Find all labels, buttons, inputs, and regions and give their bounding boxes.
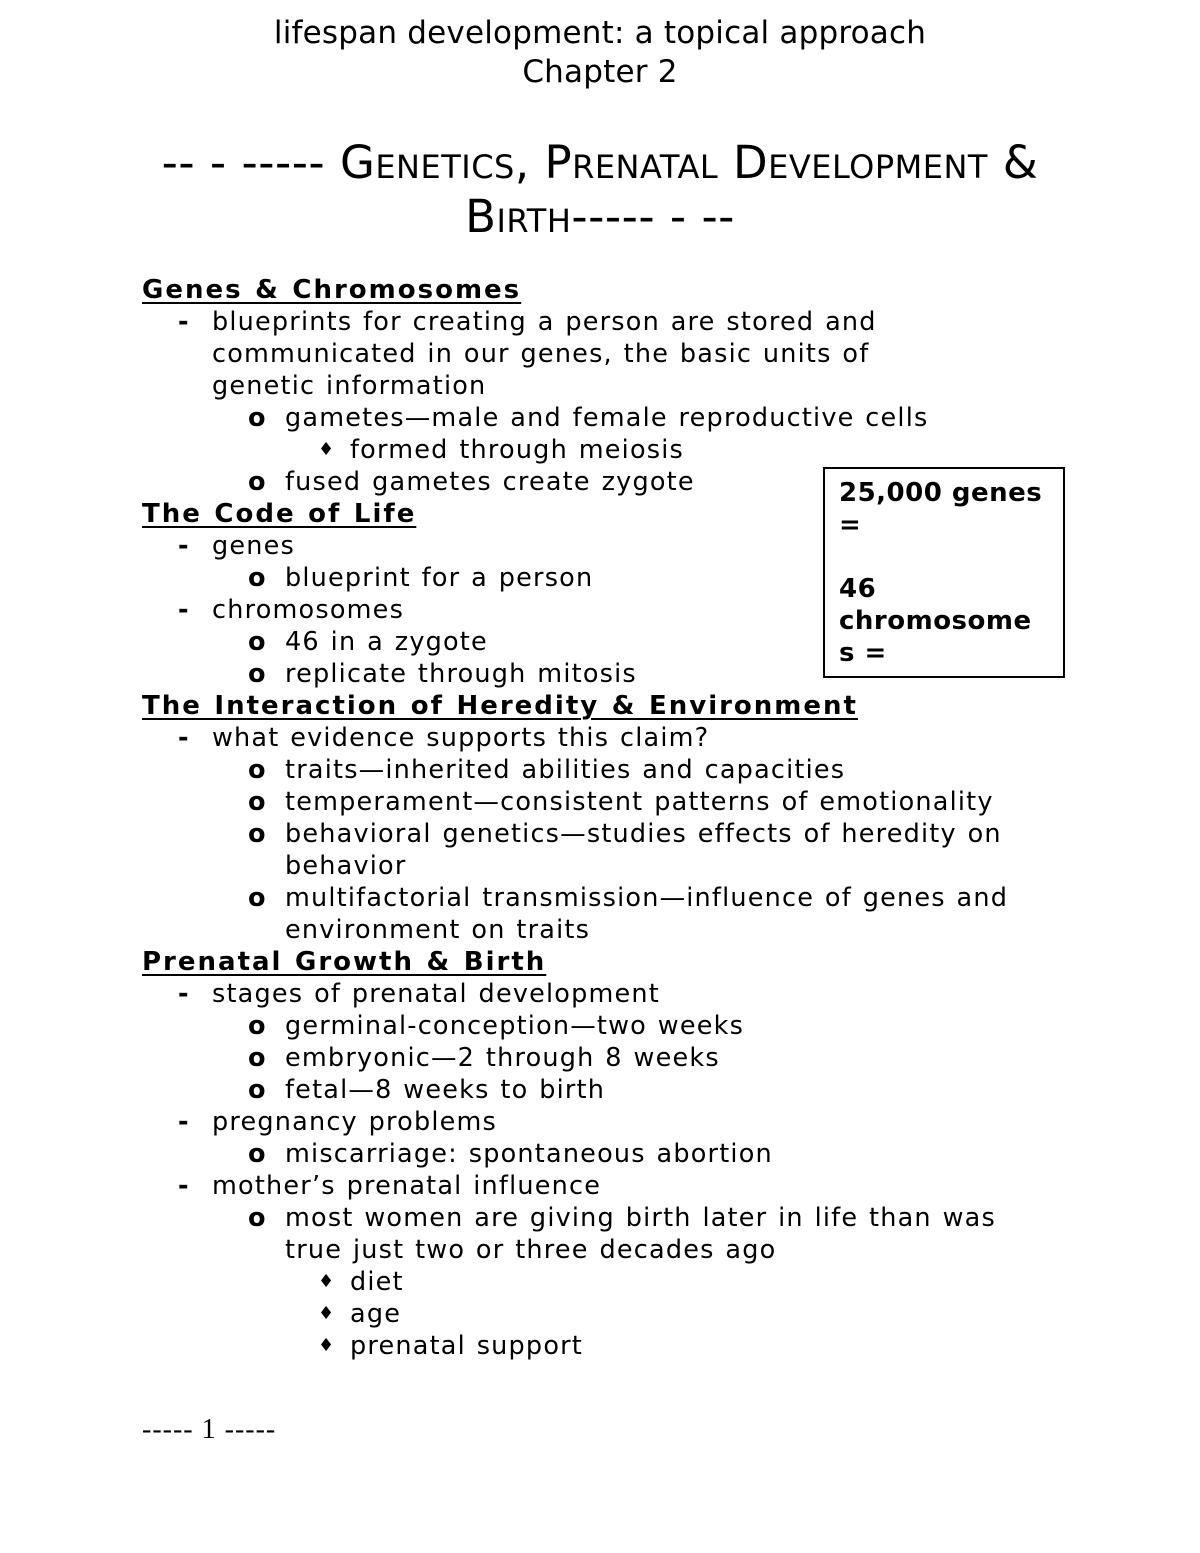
item-text: traits—inherited abilities and capacities [285,755,846,785]
list-item [142,1138,1058,1170]
circle-bullet-icon: o [248,1075,267,1105]
dash-bullet-icon: - [178,1107,190,1137]
dash-bullet-icon: - [178,979,190,1009]
item-text: pregnancy problems [212,1107,498,1137]
item-text: diet [350,1267,404,1297]
list-item [142,786,1058,818]
item-text: blueprints for creating a person are stored and communicated in our genes, the basic units of genetic information [212,307,877,401]
list-item [142,1106,1058,1138]
item-text: temperament—consistent patterns of emotionality [285,787,994,817]
item-text: miscarriage: spontaneous abortion [285,1139,773,1169]
dash-bullet-icon: - [178,1171,190,1201]
circle-bullet-icon: o [248,1011,267,1041]
item-text: gametes—male and female reproductive cells [285,403,929,433]
circle-bullet-icon: o [248,563,267,593]
genes-box-line: = [839,510,862,540]
list-item [142,754,1058,786]
circle-bullet-icon: o [248,1043,267,1073]
list-item [142,722,1058,754]
item-text: germinal-conception—two weeks [285,1011,745,1041]
course-title: lifespan development: a topical approach [273,15,927,51]
diamond-bullet-icon: ♦ [318,1271,336,1292]
list-item [142,402,1058,434]
item-text: prenatal support [350,1331,584,1361]
circle-bullet-icon: o [248,819,267,849]
document-content [142,14,1058,1362]
section-heading: The Interaction of Heredity & Environment [142,691,858,721]
circle-bullet-icon: o [248,787,267,817]
circle-bullet-icon: o [248,659,267,689]
item-text: fused gametes create zygote [285,467,695,497]
list-item [142,1298,1058,1330]
item-text: stages of prenatal development [212,979,660,1009]
list-item [142,434,1058,466]
dash-bullet-icon: - [178,595,190,625]
chapter-label: Chapter 2 [522,54,678,90]
item-text: multifactorial transmission—influence of genes and environment on traits [285,883,1009,945]
item-text: behavioral genetics—studies effects of heredity on behavior [285,819,1002,881]
genes-box-line: s = [839,638,887,668]
circle-bullet-icon: o [248,1203,267,1233]
item-text: fetal—8 weeks to birth [285,1075,606,1105]
circle-bullet-icon: o [248,755,267,785]
genes-box-line [839,541,1053,573]
circle-bullet-icon: o [248,1139,267,1169]
section-heading: Prenatal Growth & Birth [142,947,547,977]
main-title: -- - ----- Genetics, Prenatal Development & Birth----- - -- [161,136,1039,243]
list-item [142,1074,1058,1106]
list-item [142,882,1058,946]
item-text: what evidence supports this claim? [212,723,710,753]
item-text: chromosomes [212,595,405,625]
item-text: age [350,1299,402,1329]
dash-bullet-icon: - [178,307,190,337]
list-item [142,1010,1058,1042]
document-header [142,14,1058,92]
item-text: mother’s prenatal influence [212,1171,602,1201]
notes-outline [142,274,1058,1362]
list-item [142,1202,1058,1266]
dash-bullet-icon: - [178,531,190,561]
dash-bullet-icon: - [178,723,190,753]
genes-box-line: 46 [839,574,877,604]
diamond-bullet-icon: ♦ [318,1303,336,1324]
circle-bullet-icon: o [248,403,267,433]
list-item [142,818,1058,882]
list-item [142,1170,1058,1202]
diamond-bullet-icon: ♦ [318,1335,336,1356]
genes-box-line: chromosome [839,606,1032,636]
list-item [142,306,1058,402]
item-text: 46 in a zygote [285,627,488,657]
list-item [142,1042,1058,1074]
item-text: blueprint for a person [285,563,594,593]
item-text: formed through meiosis [350,435,685,465]
list-item [142,1330,1058,1362]
section-heading: The Code of Life [142,499,417,529]
diamond-bullet-icon: ♦ [318,439,336,460]
circle-bullet-icon: o [248,883,267,913]
genes-box-line: 25,000 genes [839,478,1043,508]
page-number: ----- 1 ----- [142,1414,277,1445]
item-text: embryonic—2 through 8 weeks [285,1043,720,1073]
circle-bullet-icon: o [248,467,267,497]
list-item [142,1266,1058,1298]
genes-chromosomes-box [823,467,1065,678]
item-text: most women are giving birth later in life than was true just two or three decades ago [285,1203,996,1265]
section-heading: Genes & Chromosomes [142,275,522,305]
circle-bullet-icon: o [248,627,267,657]
item-text: genes [212,531,296,561]
list-item [142,978,1058,1010]
item-text: replicate through mitosis [285,659,637,689]
